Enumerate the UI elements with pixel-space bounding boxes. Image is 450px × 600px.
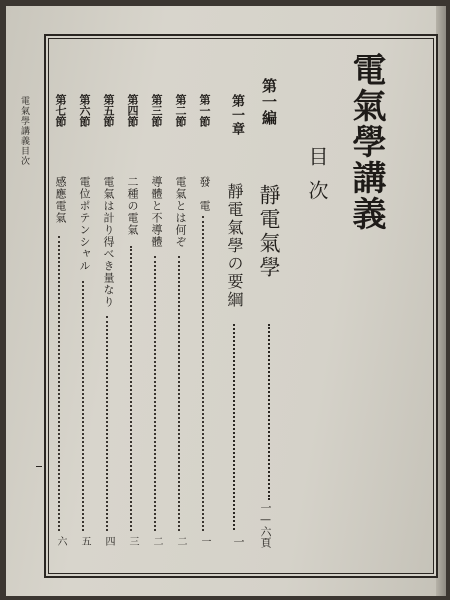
part-leader-dots xyxy=(268,324,270,500)
chapter-title: 靜電氣學の要綱 xyxy=(225,183,244,309)
section-leader-dots xyxy=(154,256,156,531)
section-title: 電位ポテンシャル xyxy=(78,176,91,272)
section-number: 第一節 xyxy=(198,94,211,127)
toc-heading: 目次 xyxy=(305,146,329,214)
section-number: 第六節 xyxy=(78,94,91,127)
section-number: 第二節 xyxy=(174,94,187,127)
section-title: 電氣とは何ぞ xyxy=(174,176,187,248)
section-leader-dots xyxy=(106,316,108,531)
chapter-number: 第一章 xyxy=(229,94,244,136)
section-page: 五 xyxy=(79,536,90,546)
section-leader-dots xyxy=(82,281,84,531)
part-title: 靜電氣學 xyxy=(257,184,281,280)
chapter-leader-dots xyxy=(233,324,235,530)
margin-tick xyxy=(36,466,42,467)
section-leader-dots xyxy=(202,216,204,531)
book-page xyxy=(6,6,446,596)
chapter-page: 一 xyxy=(232,536,245,547)
part-page-range: 一—六頁 xyxy=(259,502,272,548)
section-title: 發 電 xyxy=(198,176,211,212)
running-head: 電氣學講義目次 xyxy=(19,96,29,166)
section-number: 第三節 xyxy=(150,94,163,127)
section-page: 六 xyxy=(55,536,66,546)
book-title: 電氣學講義 xyxy=(346,52,386,232)
section-page: 三 xyxy=(127,536,138,546)
section-leader-dots xyxy=(130,246,132,531)
section-page: 二 xyxy=(151,536,162,546)
section-page: 四 xyxy=(103,536,114,546)
section-title: 電氣は計り得べき量なり xyxy=(102,176,115,308)
section-leader-dots xyxy=(178,256,180,531)
section-number: 第七節 xyxy=(54,94,67,127)
part-number: 第一編 xyxy=(260,78,278,126)
section-title: 導體と不導體 xyxy=(150,176,163,248)
section-page: 一 xyxy=(199,536,210,546)
section-title: 二種の電氣 xyxy=(126,176,139,236)
section-title: 感應電氣 xyxy=(54,176,67,224)
section-page: 二 xyxy=(175,536,186,546)
section-number: 第四節 xyxy=(126,94,139,127)
section-leader-dots xyxy=(58,236,60,531)
section-number: 第五節 xyxy=(102,94,115,127)
